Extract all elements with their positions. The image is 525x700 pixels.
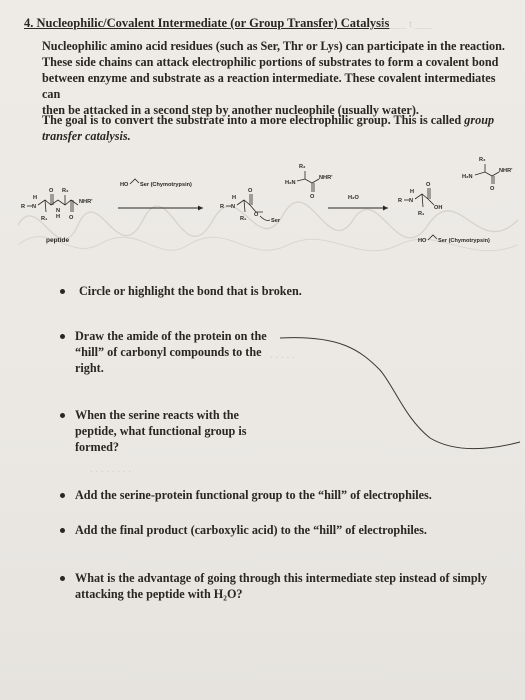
question-2-line: right. [75,361,104,375]
reagent-water: H₂O [348,195,359,201]
bleed-through-text: s. ___ t ___ [380,18,432,30]
bullet-dot [60,576,65,581]
atom-label: H₂N [285,180,296,186]
question-3-line: peptide, what functional group is [75,424,247,438]
section-heading: 4. Nucleophilic/Covalent Intermediate (or Group Transfer) Catalysis [24,16,390,30]
product-ho: HO [418,238,427,244]
intro-line: between enzyme and substrate as a reaction intermediate. These covalent intermediates can [42,71,496,101]
question-3-line: formed? [75,440,119,454]
bullet-dot [60,334,65,339]
bullet-dot [60,493,65,498]
atom-label: NHR' [79,199,93,205]
atom-label: O [69,215,74,221]
intro-line: then be attacked in a second step by another nucleophile (usually water). [42,103,419,117]
atom-label: O [49,188,54,194]
question-2-line: Draw the amide of the protein on the [75,329,267,343]
atom-label: N [231,204,236,210]
bleed-through-text: . . . . . [270,349,295,361]
atom-label: R₁ [240,216,247,222]
goal-term-continued: transfer catalysis. [42,129,131,143]
atom-label: OH [434,205,443,211]
atom-label: O [310,194,315,200]
question-2 [75,328,275,376]
question-3-line: When the serine reacts with the [75,408,239,422]
atom-label: H₂N [462,174,473,180]
acyl-enzyme-intermediate [220,188,281,224]
atom-label: R₂ [299,164,306,170]
bullet-dot [60,528,65,533]
question-1: Circle or highlight the bond that is broken. [79,284,302,298]
bullet-dot [60,289,65,294]
atom-label: NHR' [319,175,333,181]
atom-label: H [232,195,237,201]
atom-label: R [21,204,26,210]
atom-label: N [32,204,37,210]
bullet-dot [60,413,65,418]
goal-paragraph [42,112,510,144]
atom-label: R [220,204,225,210]
atom-label: R₂ [479,157,486,163]
goal-text: The goal is to convert the substrate into a more electrophilic group. This is called [42,113,465,127]
atom-label: R₁ [418,211,425,217]
peptide-label: peptide [46,237,70,244]
question-5: Add the final product (carboxylic acid) to the “hill” of electrophiles. [75,523,427,537]
atom-label: H [410,189,415,195]
question-6 [75,570,515,602]
reagent-ho: HO [120,182,129,188]
atom-label: N [409,198,414,204]
question-2-line: “hill” of carbonyl compounds to the [75,345,262,359]
electrophile-hill-curve [270,330,525,460]
intro-line: Nucleophilic amino acid residues (such as Ser, Thr or Lys) can participate in the reaction. [42,39,505,53]
reaction-scheme [18,150,518,280]
atom-label: O [426,182,431,188]
carboxylic-acid-product [398,182,442,217]
atom-label: H [33,195,38,201]
atom-label: NHR' [499,168,513,174]
intro-line: These side chains can attack electrophilic portions of substrates to form a covalent bond [42,55,499,69]
question-6-line: attacking the peptide with H₂O? [75,587,243,601]
atom-label: R₂ [62,188,69,194]
product-ser-label: Ser (Chymotrypsin) [438,238,490,244]
atom-label: O [490,186,495,192]
atom-label: R [398,198,403,204]
reagent-ser-label: Ser (Chymotrypsin) [140,182,192,188]
question-4: Add the serine-protein functional group to the “hill” of electrophiles. [75,488,432,502]
intro-paragraph [42,38,510,118]
atom-label: R₁ [41,216,48,222]
atom-label: N [56,208,61,214]
atom-label: O [248,188,253,194]
atom-label: O [254,212,259,218]
goal-term: group [464,113,495,127]
atom-label: H [56,214,61,220]
question-6-line: What is the advantage of going through this intermediate step instead of simply [75,571,488,585]
ser-label: Ser [271,218,281,224]
bleed-through-text: . . . . . . . . [90,463,132,475]
released-amine [285,164,333,200]
question-3 [75,407,275,455]
